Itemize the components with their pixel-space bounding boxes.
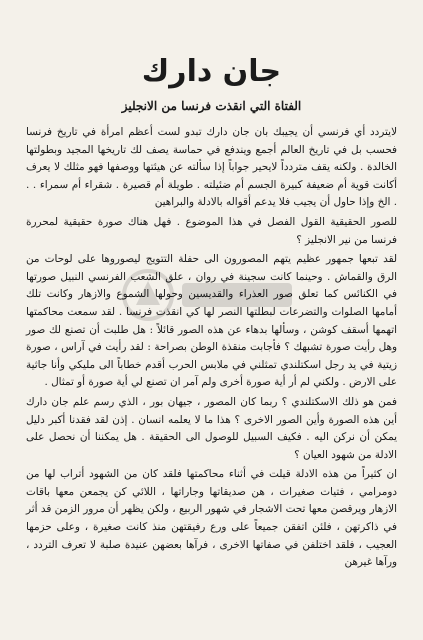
paragraph-1: لايتردد أي فرنسي أن يجيبك بان جان دارك تبدو لست أعظم امرأة في تاريخ فرنسا فحسب بل في تاريخ العالم أجمع ويندفع في حماسة يصف لك تاريخها المجيد وبطولتها الخالدة . ولكنه يقف متردداً لايحير جواباً إذا سألته عن هيئتها ووصفها فهو مثلك لا يعرف أكانت قوية أم ضعيفة كبيرة الجسم أم ضئيلته . طويلة أم قصيرة . شقراء أم سمراء . . . الخ وإذا حاول أن يجيب فلا يدعم أقواله بالادلة والبراهين — [26, 126, 397, 209]
paragraph-5: ان كثيراً من هذه الادلة قيلت في أثناء محاكمتها فلقد كان من الشهود أتراب لها من دومرامي ، فتيات صغيرات ، هن صديقاتها وجاراتها ، اللائي كن يجمعن معها باقات الازهار ويرقصن معها تحت الاشجار في شهور الربيع ، ولكن يظهر أن مرور الزمن قد أثر في ذاكرتهن ، فلئن اتفقن جميعاً على ورع رفيقتهن منذ كانت صغيرة ، وعلى حزمها العجيب ، فلقد اختلفن في صفاتها الاخرى ، فرآها بعضهن عنيدة صلبة لا تعرف التردد ، ورآها غيرهن — [26, 468, 397, 569]
paragraph-2: للصور الحقيقية القول الفصل في هذا الموضوع . فهل هناك صورة حقيقية لمحررة فرنسا من نير الانجليز ؟ — [26, 215, 397, 246]
paragraph-3: لقد تبعها جمهور عظيم يتهم المصورون الى حفلة التتويج ليصوروها على لوحات من الرق والقماش . وحينما كانت سجينة في روان ، علق الشعب الفرنسي النبيل صورتها في الكنائس كما تعلق صور العذراء والقديسين وحولها الشموع والازهار وكانت تلك أمامها الصلوات والتضرعات لبطلتها النصر لها كي انقذت فرنسا . لقد سمعت محاكمتها اتهمها أسقف كوشن ، وسألها بدهاء عن هذه الصور قائلاً : هل طلبت أن تصنع لك صور وهل رأيت صورة تشبهك ؟ فأجابت منقذة الوطن بصراحة : لقد رأيت في آراس ، صورة زيتية في يد رجل اسكتلندي تمثلني في ملابس الحرب أقدم خطاباً الى مليكي وأنا جاثية على الارض . ولكني لم أر أية صورة أخرى ولم آمر ان تصنع لي أية صورة أو تمثال . — [26, 253, 397, 389]
page-subtitle: الفتاة التي انقذت فرنسا من الانجليز — [121, 99, 302, 113]
page-title: جان دارك — [141, 54, 282, 89]
paragraph-4: فمن هو ذلك الاسكتلندي ؟ ربما كان المصور ، جيهان بور ، الذي رسم علم جان دارك أين هذه الصورة وأين الصور الاخرى ؟ هذا ما لا يعلمه انسان . إذن لقد فقدنا أكبر دليل يمكن أن نركن اليه . فكيف السبيل للوصول الى الحقيقة . هل يمكننا أن نحصل على الادلة من شهود العيان ؟ — [26, 395, 397, 461]
